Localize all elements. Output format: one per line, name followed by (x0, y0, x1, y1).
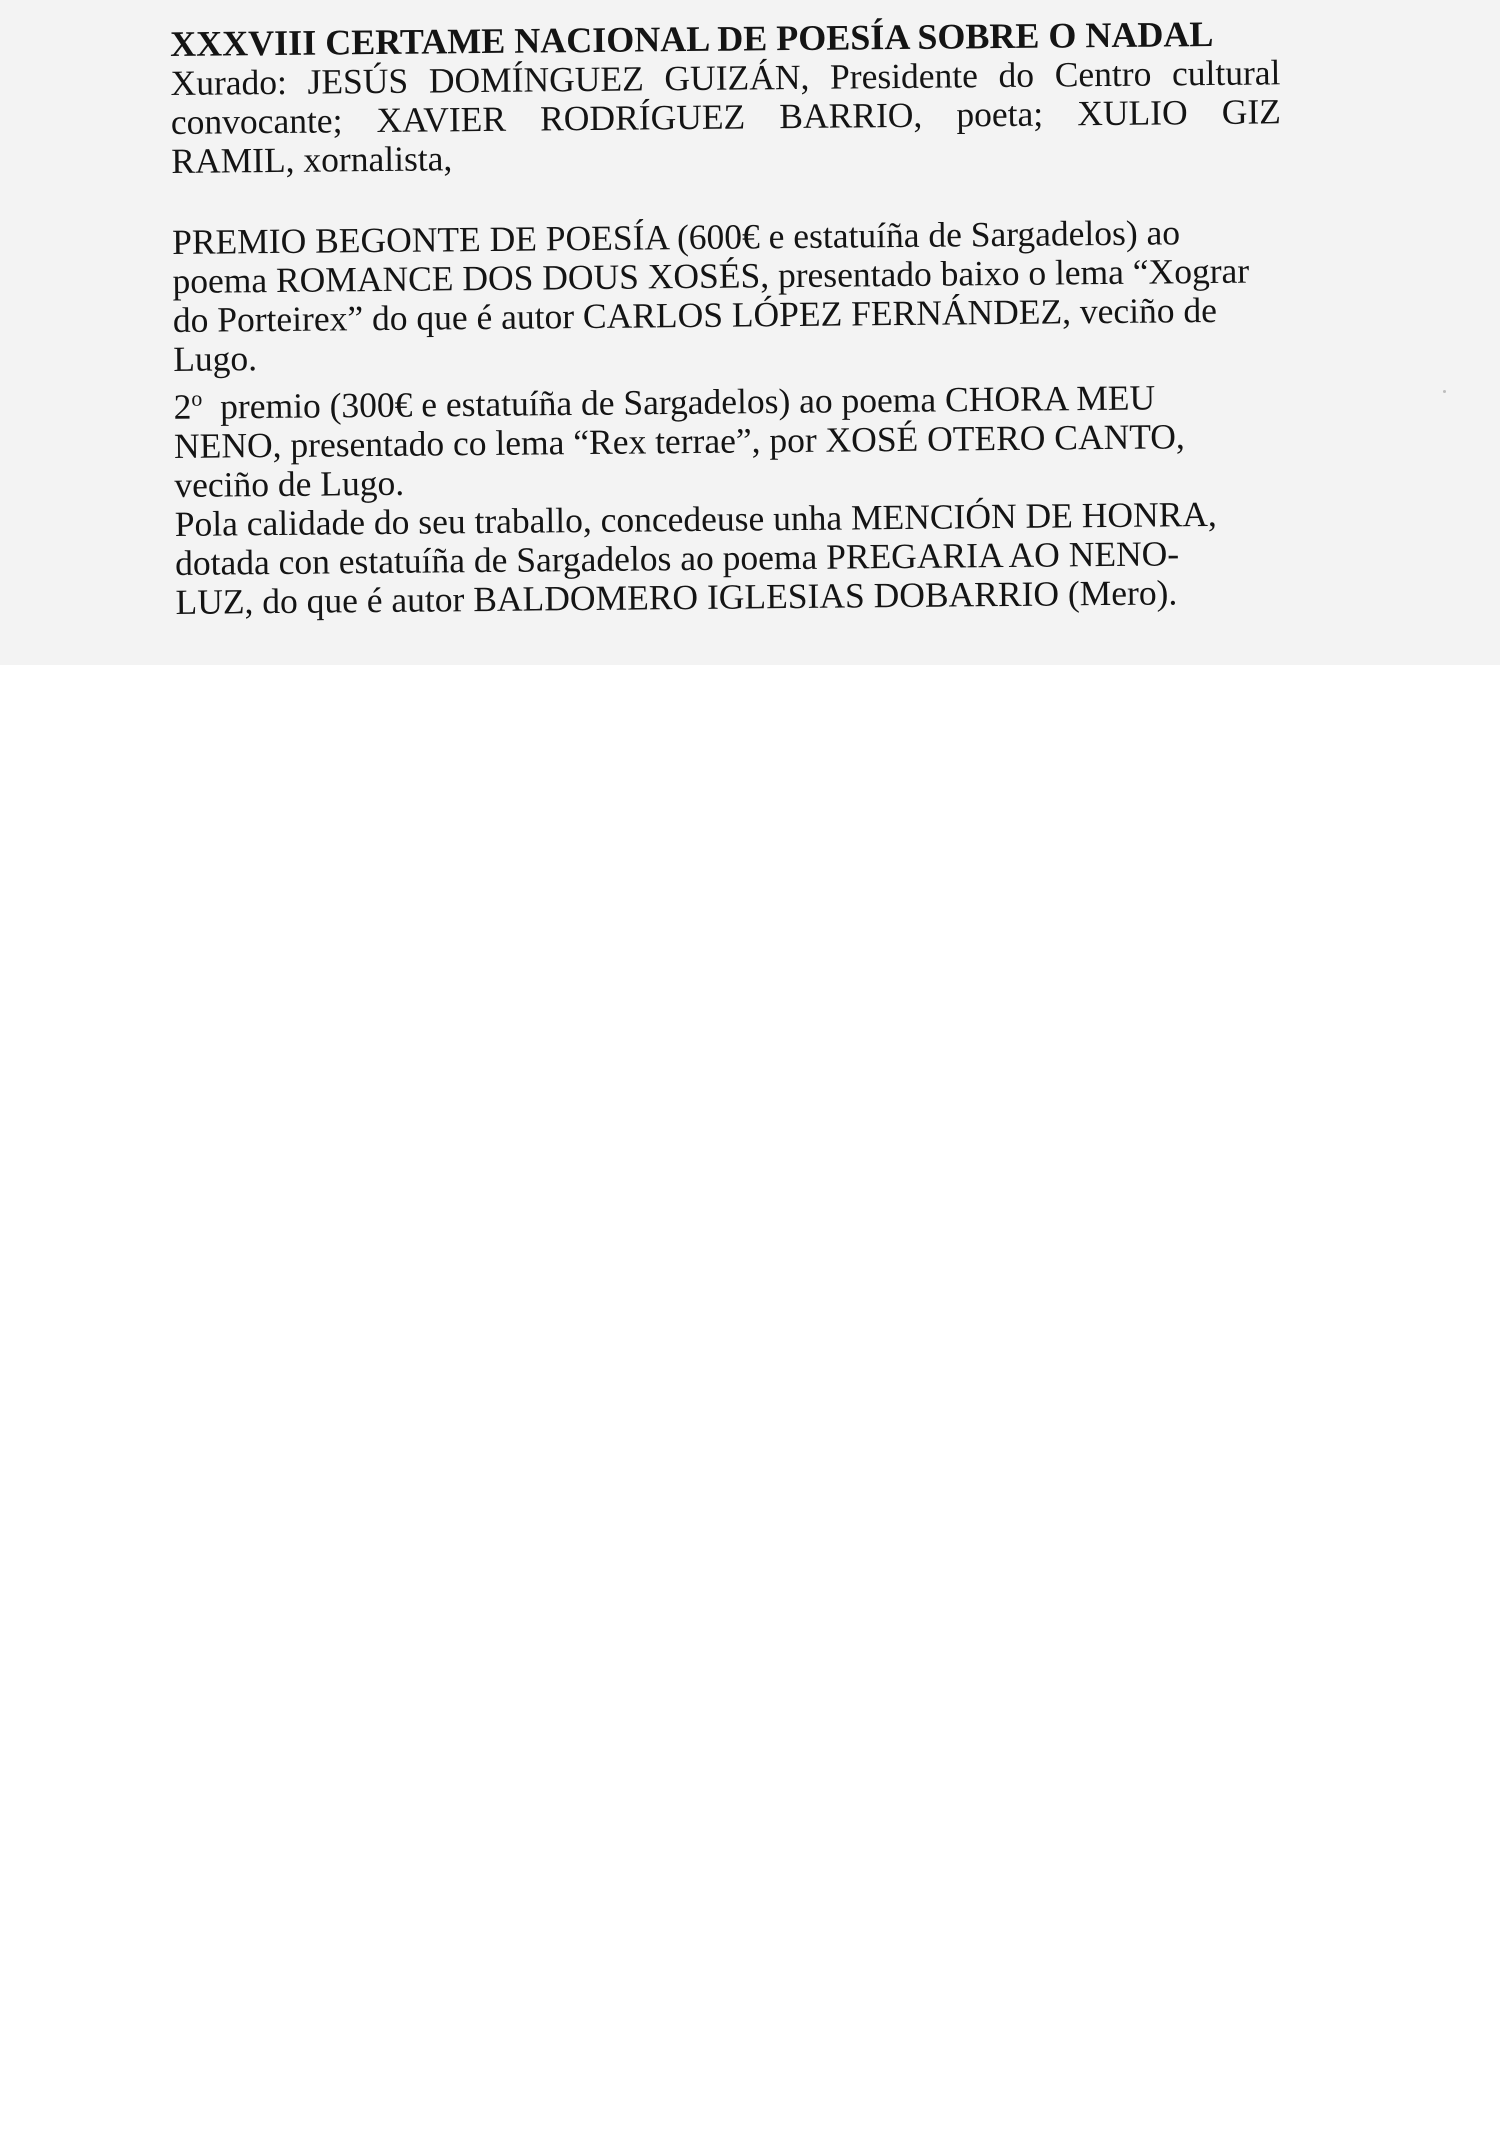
second-prize-line-3: veciño de Lugo. (174, 462, 405, 505)
jury-line-3: RAMIL, xornalista, (171, 138, 453, 181)
jury-word: XAVIER (376, 98, 507, 141)
scan-speck (1443, 390, 1446, 393)
first-prize-line-1: PREMIO BEGONTE DE POESÍA (600€ e estatuíña de Sargadelos) ao (171, 212, 1181, 262)
jury-word: Presidente (829, 55, 979, 97)
jury-word: GUIZÁN, (664, 56, 810, 99)
jury-word: convocante; (170, 100, 343, 142)
second-prize-text: premio (300€ e estatuíña de Sargadelos) ao poema CHORA MEU (202, 377, 1156, 427)
second-prize-ordinal: o (191, 385, 203, 411)
first-prize-line-2: poema ROMANCE DOS DOUS XOSÉS, presentado baixo o lema “Xograr (172, 250, 1250, 301)
jury-word: DOMÍNGUEZ (428, 58, 644, 101)
jury-word: do (998, 54, 1035, 96)
jury-word: RODRÍGUEZ (539, 96, 746, 139)
second-prize-line-2: NENO, presentado co lema “Rex terrae”, por XOSÉ OTERO CANTO, (173, 416, 1186, 466)
jury-word: poeta; (956, 93, 1044, 135)
jury-word: Xurado: (170, 61, 288, 103)
mention-line-3: LUZ, do que é autor BALDOMERO IGLESIAS DOBARRIO (Mero). (175, 572, 1178, 622)
jury-word: BARRIO, (779, 94, 923, 137)
second-prize-number: 2 (173, 386, 192, 427)
first-prize-line-3: do Porteirex” do que é autor CARLOS LÓPEZ FERNÁNDEZ, veciño de (172, 289, 1218, 340)
jury-word: cultural (1171, 52, 1281, 94)
document-title: XXXVIII CERTAME NACIONAL DE POESÍA SOBRE O NADAL (170, 13, 1214, 64)
mention-line-1: Pola calidade do seu traballo, concedeuse unha MENCIÓN DE HONRA, (174, 493, 1218, 544)
document-body (170, 13, 1286, 621)
jury-word: JESÚS (307, 60, 409, 102)
jury-word: Centro (1054, 53, 1152, 95)
first-prize-line-4: Lugo. (173, 338, 258, 379)
jury-word: GIZ (1221, 91, 1282, 132)
mention-line-2: dotada con estatuíña de Sargadelos ao poema PREGARIA AO NENO- (174, 533, 1180, 583)
jury-word: XULIO (1077, 92, 1188, 134)
